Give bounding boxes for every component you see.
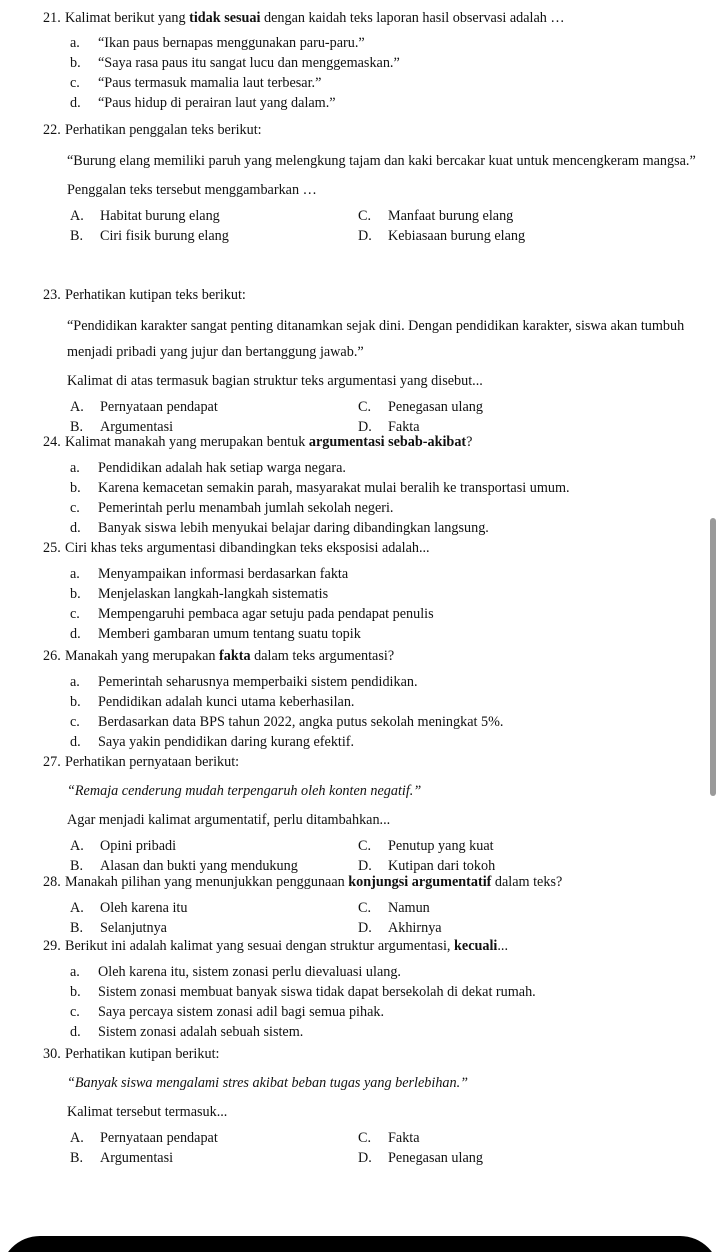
option-letter: b. — [70, 55, 81, 71]
question-number: 27. — [43, 754, 61, 770]
option-text: Menjelaskan langkah-langkah sistematis — [98, 586, 329, 602]
question-prompt: Kalimat tersebut termasuk... — [67, 1104, 228, 1120]
option-c[interactable] — [43, 73, 703, 93]
option-text: “Paus hidup di perairan laut yang dalam.” — [98, 95, 336, 111]
option-a[interactable] — [43, 564, 703, 584]
option-b[interactable] — [43, 53, 703, 73]
option-text: Sistem zonasi membuat banyak siswa tidak dapat bersekolah di dekat rumah. — [98, 984, 536, 1000]
option-letter: C. — [358, 208, 372, 224]
option-c[interactable] — [358, 836, 658, 856]
question-22 — [43, 120, 703, 246]
option-letter: a. — [70, 460, 80, 476]
question-prompt: Kalimat di atas termasuk bagian struktur teks argumentasi yang disebut... — [67, 373, 483, 389]
option-d[interactable] — [358, 918, 658, 938]
option-letter: c. — [70, 1004, 80, 1020]
option-text: Pemerintah seharusnya memperbaiki sistem pendidikan. — [98, 674, 418, 690]
quoted-text: “Burung elang memiliki paruh yang melengkung tajam dan kaki bercakar kuat untuk mencengkeram mangsa.” — [67, 153, 696, 169]
option-text: “Saya rasa paus itu sangat lucu dan menggemaskan.” — [98, 55, 400, 71]
question-stem — [43, 285, 703, 305]
question-27 — [43, 752, 703, 876]
question-23 — [43, 285, 703, 437]
question-number: 28. — [43, 874, 61, 890]
option-letter: d. — [70, 1024, 81, 1040]
option-letter: A. — [70, 1130, 84, 1146]
option-text: Pendidikan adalah hak setiap warga negara. — [98, 460, 346, 476]
option-letter: D. — [358, 858, 372, 874]
option-letter: C. — [358, 399, 372, 415]
option-d[interactable] — [43, 518, 703, 538]
stem-emphasis: konjungsi argumentatif — [348, 874, 492, 890]
option-letter: C. — [358, 900, 372, 916]
stem-text: Manakah pilihan yang menunjukkan penggunaan — [65, 874, 349, 890]
option-text: “Paus termasuk mamalia laut terbesar.” — [98, 75, 322, 91]
option-text: Akhirnya — [388, 920, 442, 936]
option-d[interactable] — [43, 624, 703, 644]
option-letter: b. — [70, 480, 81, 496]
option-b[interactable] — [43, 692, 703, 712]
option-letter: A. — [70, 208, 84, 224]
stem-text: Manakah yang merupakan — [65, 648, 220, 664]
question-number: 22. — [43, 122, 61, 138]
option-letter: a. — [70, 964, 80, 980]
option-letter: b. — [70, 694, 81, 710]
stem-text: Kalimat berikut yang — [65, 10, 190, 26]
option-text: Kutipan dari tokoh — [388, 858, 496, 874]
option-letter: D. — [358, 920, 372, 936]
option-a[interactable] — [70, 898, 358, 918]
quoted-text: “Banyak siswa mengalami stres akibat beban tugas yang berlebihan.” — [67, 1075, 469, 1091]
options-grid — [43, 836, 703, 876]
option-text: Penegasan ulang — [388, 399, 483, 415]
option-c[interactable] — [43, 1002, 703, 1022]
question-29 — [43, 936, 703, 1042]
option-text: Namun — [388, 900, 430, 916]
option-text: Fakta — [388, 1130, 420, 1146]
question-number: 24. — [43, 434, 61, 450]
option-letter: A. — [70, 900, 84, 916]
question-prompt: Penggalan teks tersebut menggambarkan … — [67, 182, 317, 198]
option-d[interactable] — [358, 226, 658, 246]
stem-text: Perhatikan penggalan teks berikut: — [65, 122, 262, 138]
option-text: Saya yakin pendidikan daring kurang efektif. — [98, 734, 355, 750]
option-a[interactable] — [70, 836, 358, 856]
question-30 — [43, 1044, 703, 1168]
stem-text: Perhatikan pernyataan berikut: — [65, 754, 240, 770]
question-stem — [43, 538, 703, 558]
quoted-text: “Remaja cenderung mudah terpengaruh oleh konten negatif.” — [67, 783, 422, 799]
option-text: Memberi gambaran umum tentang suatu topik — [98, 626, 361, 642]
option-b[interactable] — [70, 918, 358, 938]
option-text: Oleh karena itu, sistem zonasi perlu dievaluasi ulang. — [98, 964, 401, 980]
options-grid — [43, 898, 703, 938]
option-text: Argumentasi — [100, 419, 174, 435]
question-number: 29. — [43, 938, 61, 954]
option-letter: a. — [70, 35, 80, 51]
option-letter: B. — [70, 419, 84, 435]
question-stem — [43, 752, 703, 772]
option-c[interactable] — [358, 898, 658, 918]
question-stem — [43, 872, 703, 892]
question-number: 25. — [43, 540, 61, 556]
question-stem — [43, 432, 703, 452]
question-number: 30. — [43, 1046, 61, 1062]
option-text: Banyak siswa lebih menyukai belajar daring dibandingkan langsung. — [98, 520, 489, 536]
option-text: Habitat burung elang — [100, 208, 220, 224]
option-c[interactable] — [358, 206, 658, 226]
option-a[interactable] — [70, 206, 358, 226]
question-stem — [43, 646, 703, 666]
option-b[interactable] — [43, 478, 703, 498]
option-text: Oleh karena itu — [100, 900, 188, 916]
question-28 — [43, 872, 703, 938]
option-text: Ciri fisik burung elang — [100, 228, 229, 244]
option-letter: B. — [70, 228, 84, 244]
option-a[interactable] — [43, 962, 703, 982]
scrollbar-thumb[interactable] — [710, 518, 716, 796]
options-grid — [43, 206, 703, 246]
stem-text: Ciri khas teks argumentasi dibandingkan teks eksposisi adalah... — [65, 540, 430, 556]
stem-text: dengan kaidah teks laporan hasil observasi adalah … — [260, 10, 565, 26]
option-letter: D. — [358, 1150, 372, 1166]
option-c[interactable] — [358, 1128, 658, 1148]
option-text: Pernyataan pendapat — [100, 1130, 218, 1146]
question-number: 21. — [43, 10, 61, 26]
question-stem — [43, 936, 703, 956]
option-text: Penegasan ulang — [388, 1150, 483, 1166]
stem-text: Kalimat manakah yang merupakan bentuk — [65, 434, 309, 450]
option-a[interactable] — [43, 672, 703, 692]
option-letter: D. — [358, 419, 372, 435]
option-text: Sistem zonasi adalah sebuah sistem. — [98, 1024, 304, 1040]
option-letter: A. — [70, 399, 84, 415]
option-b[interactable] — [70, 226, 358, 246]
stem-text: ... — [497, 938, 509, 954]
option-d[interactable] — [43, 93, 703, 113]
option-text: Opini pribadi — [100, 838, 177, 854]
question-stem — [43, 120, 703, 140]
option-b[interactable] — [43, 982, 703, 1002]
question-25 — [43, 538, 703, 644]
option-a[interactable] — [70, 397, 358, 417]
option-c[interactable] — [358, 397, 658, 417]
stem-text: Perhatikan kutipan berikut: — [65, 1046, 220, 1062]
option-text: Menyampaikan informasi berdasarkan fakta — [98, 566, 349, 582]
option-text: “Ikan paus bernapas menggunakan paru-paru.” — [98, 35, 365, 51]
question-stem — [43, 8, 703, 28]
option-letter: a. — [70, 674, 80, 690]
question-prompt: Agar menjadi kalimat argumentatif, perlu ditambahkan... — [67, 812, 391, 828]
option-d[interactable] — [358, 1148, 658, 1168]
option-a[interactable] — [70, 1128, 358, 1148]
question-24 — [43, 432, 703, 538]
option-letter: C. — [358, 838, 372, 854]
option-letter: d. — [70, 626, 81, 642]
option-letter: b. — [70, 984, 81, 1000]
option-b[interactable] — [43, 584, 703, 604]
option-letter: b. — [70, 586, 81, 602]
question-26 — [43, 646, 703, 752]
option-letter: A. — [70, 838, 84, 854]
option-letter: c. — [70, 714, 80, 730]
option-c[interactable] — [43, 712, 703, 732]
question-number: 26. — [43, 648, 61, 664]
option-text: Berdasarkan data BPS tahun 2022, angka putus sekolah meningkat 5%. — [98, 714, 504, 730]
option-text: Karena kemacetan semakin parah, masyarakat mulai beralih ke transportasi umum. — [98, 480, 570, 496]
question-21 — [43, 8, 703, 113]
options-grid — [43, 1128, 703, 1168]
option-text: Argumentasi — [100, 1150, 174, 1166]
stem-emphasis: fakta — [219, 648, 251, 664]
option-text: Selanjutnya — [100, 920, 167, 936]
option-c[interactable] — [43, 498, 703, 518]
option-letter: B. — [70, 1150, 84, 1166]
option-letter: d. — [70, 520, 81, 536]
option-letter: c. — [70, 500, 80, 516]
stem-text: Berikut ini adalah kalimat yang sesuai dengan struktur argumentasi, — [65, 938, 455, 954]
option-text: Manfaat burung elang — [388, 208, 514, 224]
stem-text: ? — [466, 434, 473, 450]
option-letter: c. — [70, 75, 80, 91]
option-letter: C. — [358, 1130, 372, 1146]
options-grid — [43, 397, 703, 437]
option-letter: d. — [70, 95, 81, 111]
stem-text: dalam teks? — [491, 874, 563, 890]
option-text: Penutup yang kuat — [388, 838, 494, 854]
stem-emphasis: argumentasi sebab-akibat — [308, 434, 467, 450]
option-text: Pemerintah perlu menambah jumlah sekolah negeri. — [98, 500, 394, 516]
option-letter: a. — [70, 566, 80, 582]
quoted-text: “Pendidikan karakter sangat penting ditanamkan sejak dini. Dengan pendidikan karakter, siswa akan tumbuh menjadi pribadi yang jujur dan bertanggung jawab.” — [67, 318, 685, 360]
question-stem — [43, 1044, 703, 1064]
bottom-navigation-bar — [0, 1236, 720, 1252]
option-letter: B. — [70, 920, 84, 936]
option-d[interactable] — [43, 1022, 703, 1042]
option-letter: d. — [70, 734, 81, 750]
question-number: 23. — [43, 287, 61, 303]
option-text: Kebiasaan burung elang — [388, 228, 526, 244]
option-text: Mempengaruhi pembaca agar setuju pada pendapat penulis — [98, 606, 434, 622]
stem-text: Perhatikan kutipan teks berikut: — [65, 287, 246, 303]
option-c[interactable] — [43, 604, 703, 624]
stem-text: dalam teks argumentasi? — [250, 648, 395, 664]
option-a[interactable] — [43, 33, 703, 53]
option-a[interactable] — [43, 458, 703, 478]
option-d[interactable] — [43, 732, 703, 752]
option-text: Saya percaya sistem zonasi adil bagi semua pihak. — [98, 1004, 385, 1020]
option-text: Pernyataan pendapat — [100, 399, 218, 415]
option-text: Pendidikan adalah kunci utama keberhasilan. — [98, 694, 355, 710]
option-letter: B. — [70, 858, 84, 874]
option-b[interactable] — [70, 1148, 358, 1168]
option-letter: c. — [70, 606, 80, 622]
option-text: Fakta — [388, 419, 420, 435]
stem-emphasis: kecuali — [454, 938, 498, 954]
stem-emphasis: tidak sesuai — [189, 10, 261, 26]
option-text: Alasan dan bukti yang mendukung — [100, 858, 298, 874]
option-letter: D. — [358, 228, 372, 244]
